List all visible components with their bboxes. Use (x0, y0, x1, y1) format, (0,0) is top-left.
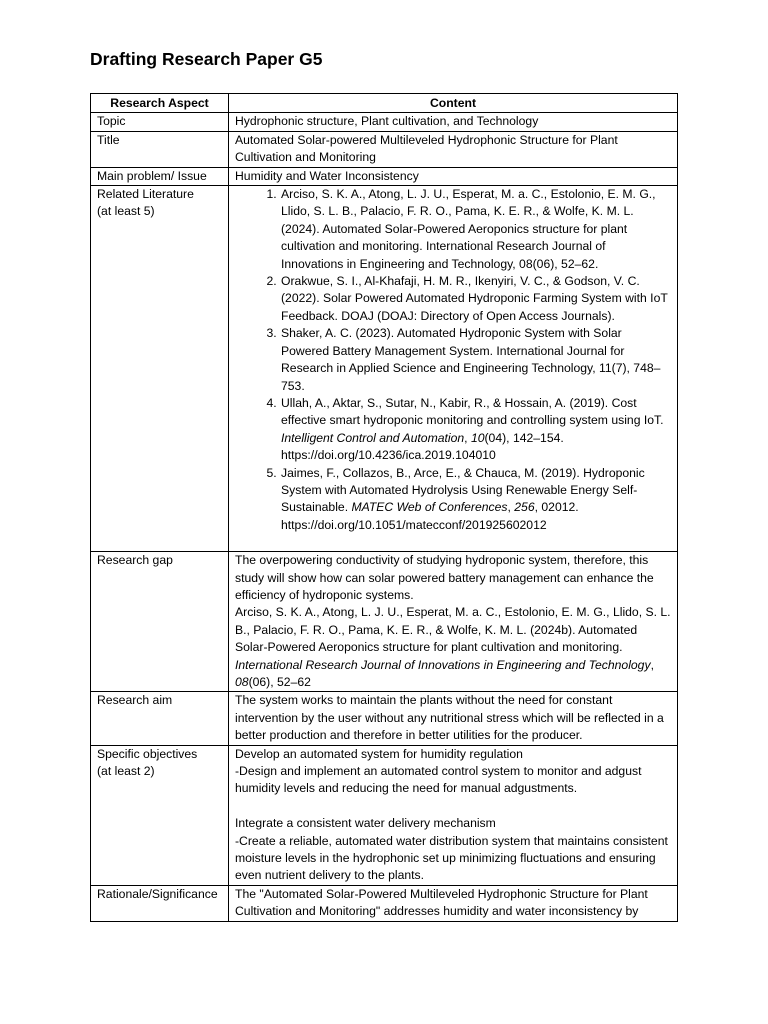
rationale-label: Rationale/Significance (91, 885, 229, 921)
reference-volume: 10 (470, 430, 485, 445)
citation-tail: (06), 52–62 (248, 675, 311, 689)
aim-content: The system works to maintain the plants without the need for constant intervention by the user without any nutritional stress which will be reflected in a better production and therefore in better utilities for the producer. (229, 692, 678, 745)
objectives-label-cell (91, 745, 229, 885)
objective-spacer (235, 798, 671, 815)
gap-paragraph: The overpowering conductivity of studying hydroponic system, therefore, this study will show how can solar powered battery management can enhance the efficiency of hydroponic systems. (235, 553, 654, 602)
reference-list (235, 186, 671, 534)
objective-1-title: Develop an automated system for humidity regulation (235, 746, 523, 761)
reference-text: Shaker, A. C. (2023). Automated Hydroponic System with Solar Powered Battery Management System. International Journal for Research in Applied Science and Engineering Technology, 11(7), 748–753. (281, 326, 661, 393)
table-row-rationale (91, 885, 678, 921)
table-row-aim (91, 692, 678, 745)
literature-label: Related Literature (97, 187, 194, 202)
reference-journal: Intelligent Control and Automation (281, 430, 465, 445)
reference-item-3 (280, 325, 671, 395)
title-content: Automated Solar-powered Multileveled Hydrophonic Structure for Plant Cultivation and Monitoring (229, 131, 678, 167)
reference-tail: (04), 142–154. https://doi.org/10.4236/ica.2019.104010 (281, 430, 564, 463)
table-row-title (91, 131, 678, 167)
rationale-line-2: Cultivation and Monitoring" addresses humidity and water inconsistency by (235, 904, 639, 919)
reference-item-1 (280, 186, 671, 273)
reference-journal: MATEC Web of Conferences (351, 500, 508, 515)
table-row-objectives (91, 745, 678, 885)
reference-separator: , (464, 430, 471, 445)
reference-item-4 (280, 395, 671, 465)
problem-content: Humidity and Water Inconsistency (229, 167, 678, 185)
objectives-content (229, 745, 678, 885)
gap-content (229, 552, 678, 692)
citation-journal: International Research Journal of Innovations in Engineering and Technology (235, 657, 651, 672)
literature-label-note: (at least 5) (97, 204, 155, 219)
table-row-literature (91, 186, 678, 552)
literature-content (229, 186, 678, 552)
objective-1-detail: -Design and implement an automated control system to monitor and adgust humidity levels and reducing the need for manual adgustments. (235, 764, 642, 796)
reference-item-2 (280, 273, 671, 325)
table-row-gap (91, 552, 678, 692)
objectives-label: Specific objectives (97, 746, 198, 761)
reference-tail: , 02012. https://doi.org/10.1051/matecconf/201925602012 (281, 500, 579, 532)
problem-label: Main problem/ Issue (91, 167, 229, 185)
citation-text: Arciso, S. K. A., Atong, L. J. U., Esperat, M. a. C., Estolonio, E. M. G., Llido, S. L. B., Palacio, F. R. O., Pama, K. E. R., & Wolfe, K. M. L. (2024b). Automated Solar-Powered Aeroponics structure for plant cultivation and monitoring. (235, 605, 671, 655)
citation-separator: , (650, 657, 654, 672)
gap-citation (235, 604, 671, 691)
rationale-content (229, 885, 678, 921)
research-table (90, 93, 678, 922)
table-row-problem (91, 167, 678, 185)
citation-volume: 08 (235, 675, 249, 689)
title-label: Title (91, 131, 229, 167)
aim-label: Research aim (91, 692, 229, 745)
literature-label-cell (91, 186, 229, 552)
objective-2-detail: -Create a reliable, automated water distribution system that maintains consistent moisture levels in the hydrophonic set up minimizing fluctuations and ensuring even nutrient delivery to the plants. (235, 833, 668, 883)
header-research-aspect: Research Aspect (91, 94, 229, 113)
header-content: Content (229, 94, 678, 113)
rationale-line-1: The "Automated Solar-Powered Multileveled Hydrophonic Structure for Plant (235, 886, 648, 901)
reference-text: Arciso, S. K. A., Atong, L. J. U., Esperat, M. a. C., Estolonio, E. M. G., Llido, S. L. B., Palacio, F. R. O., Pama, K. E. R., & Wolfe, K. M. L. (2024). Automated Solar-Powered Aeroponics structure for plant cultivation and monitoring. International Research Journal of Innovations in Engineering and Technology, 08(06), 52–62. (281, 187, 656, 271)
reference-text: Ullah, A., Aktar, S., Sutar, N., Kabir, R., & Hossain, A. (2019). Cost effective smart hydroponic monitoring and controlling system using IoT. (281, 395, 664, 428)
objectives-label-note: (at least 2) (97, 764, 155, 779)
reference-item-5 (280, 465, 671, 535)
table-row-topic (91, 113, 678, 131)
gap-label: Research gap (91, 552, 229, 692)
document-title: Drafting Research Paper G5 (90, 49, 323, 69)
topic-content: Hydrophonic structure, Plant cultivation, and Technology (229, 113, 678, 131)
reference-text: Jaimes, F., Collazos, B., Arce, E., & Chauca, M. (2019). Hydroponic System with Automated Hydrolysis Using Renewable Energy Self-Sustainable. (281, 465, 645, 515)
reference-separator: , (507, 500, 515, 515)
objective-2-title: Integrate a consistent water delivery mechanism (235, 816, 496, 831)
table-header-row (91, 94, 678, 113)
reference-text: Orakwue, S. I., Al-Khafaji, H. M. R., Ikenyiri, V. C., & Godson, V. C. (2022). Solar Powered Automated Hydroponic Farming System with IoT Feedback. DOAJ (DOAJ: Directory of Open Access Journals). (281, 274, 668, 323)
reference-volume: 256 (514, 500, 535, 515)
topic-label: Topic (91, 113, 229, 131)
